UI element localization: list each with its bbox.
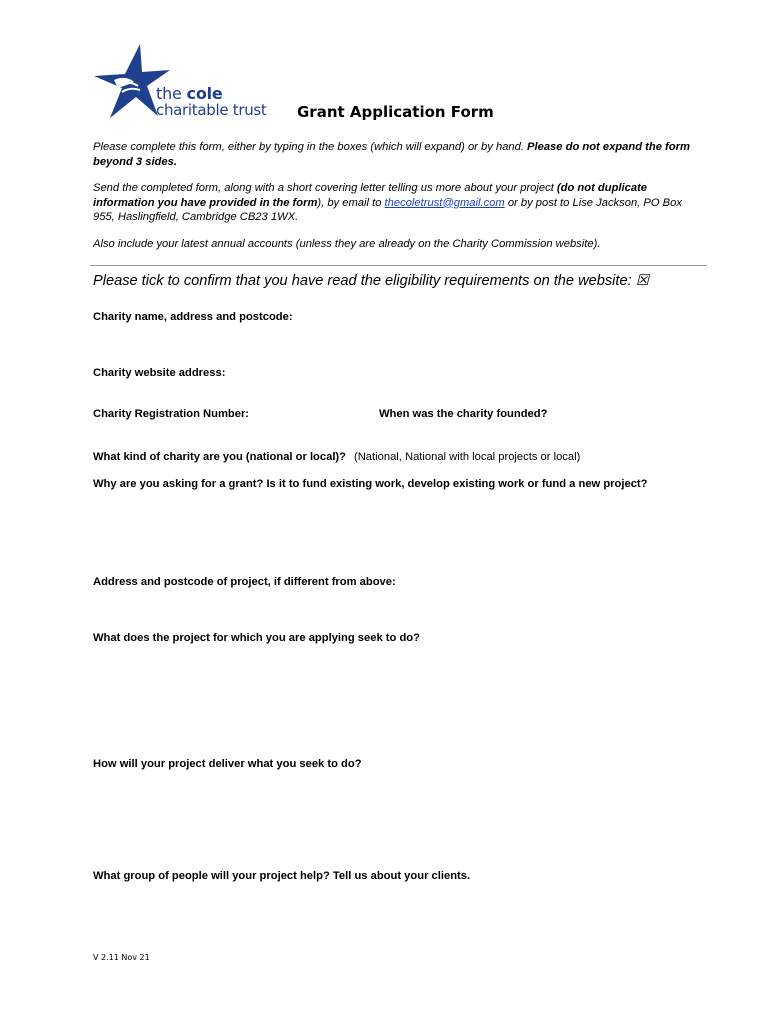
- question-website: Charity website address:: [93, 367, 226, 379]
- eligibility-confirmation: [93, 272, 649, 289]
- page-title: Grant Application Form: [297, 103, 494, 121]
- question-project-address: Address and postcode of project, if different from above:: [93, 576, 396, 588]
- intro-paragraph-3: Also include your latest annual accounts (unless they are already on the Charity Commission website).: [93, 238, 601, 250]
- logo-subtitle: charitable trust: [156, 101, 267, 119]
- question-why-grant: Why are you asking for a grant? Is it to fund existing work, develop existing work or fund a new project?: [93, 478, 648, 490]
- version-footer: V 2.11 Nov 21: [93, 953, 150, 962]
- intro-paragraph-2: Send the completed form, along with a short covering letter telling us more about your project (do not duplicate information you have provided in the form), by email to thecoletrust@gmail.com or by post to Lise Jackson, PO Box 955, Haslingfield, Cambridge CB23 1WX.: [93, 182, 682, 223]
- divider: [90, 265, 707, 266]
- question-charity-name: Charity name, address and postcode:: [93, 311, 293, 323]
- question-people-help: What group of people will your project help? Tell us about your clients.: [93, 870, 471, 882]
- question-reg-number: Charity Registration Number:: [93, 408, 250, 420]
- eligibility-checkbox[interactable]: ☒: [635, 273, 649, 289]
- question-project-delivery: How will your project deliver what you seek to do?: [93, 758, 362, 770]
- cole-trust-logo: [92, 42, 272, 122]
- question-project-aim: What does the project for which you are applying seek to do?: [93, 632, 420, 644]
- email-link[interactable]: thecoletrust@gmail.com: [384, 196, 505, 209]
- intro-paragraph-1: Please complete this form, either by typing in the boxes (which will expand) or by hand. Please do not expand the form beyond 3 sides.: [93, 141, 690, 168]
- question-kind: What kind of charity are you (national or local)? (National, National with local projects or local): [93, 451, 581, 463]
- question-founded: When was the charity founded?: [379, 408, 548, 420]
- logo-name-line: the cole: [156, 84, 223, 103]
- eligibility-label: Please tick to confirm that you have read the eligibility requirements on the website:: [93, 273, 636, 289]
- question-kind-hint: (National, National with local projects or local): [354, 451, 581, 463]
